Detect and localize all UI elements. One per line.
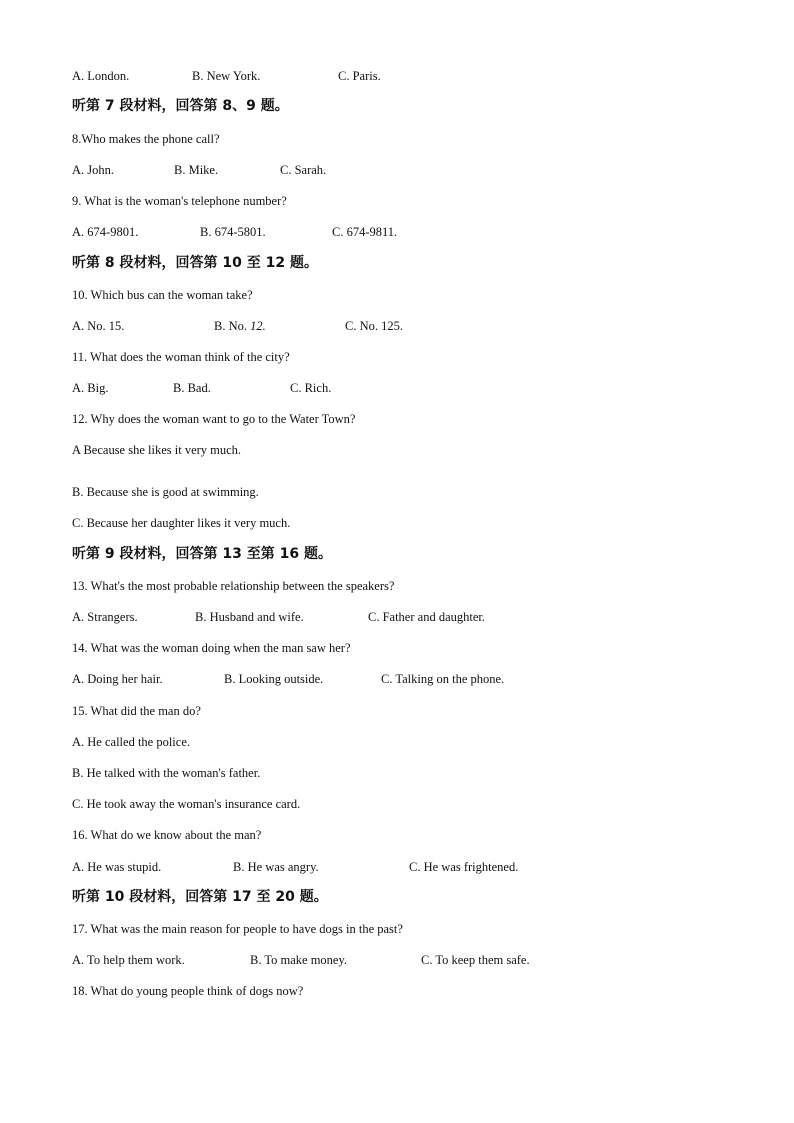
q10-option-c: C. No. 125. xyxy=(345,319,403,333)
q13-option-a: A. Strangers. xyxy=(72,610,138,624)
q10-option-a: A. No. 15. xyxy=(72,319,125,333)
q13-question: 13. What's the most probable relationship between the speakers? xyxy=(72,579,395,593)
q12-option-a: A Because she likes it very much. xyxy=(72,443,242,457)
q18-question: 18. What do young people think of dogs now? xyxy=(72,984,304,998)
q10-option-b-prefix: B. No. xyxy=(214,319,251,333)
q8-options xyxy=(72,162,722,178)
q15-option-b: B. He talked with the woman's father. xyxy=(72,766,261,780)
q7-options xyxy=(72,68,722,84)
q16-question: 16. What do we know about the man? xyxy=(72,828,262,842)
q14-option-b: B. Looking outside. xyxy=(224,672,324,686)
q10-option-b-number: 12. xyxy=(250,319,266,333)
section-7-heading: 听第 7 段材料，回答第 8、9 题。 xyxy=(72,98,289,114)
section-8-heading: 听第 8 段材料，回答第 10 至 12 题。 xyxy=(72,255,318,271)
q16-option-a: A. He was stupid. xyxy=(72,860,162,874)
q9-option-c: C. 674-9811. xyxy=(332,225,398,239)
q7-option-b: B. New York. xyxy=(192,69,261,83)
section-9-heading: 听第 9 段材料，回答第 13 至第 16 题。 xyxy=(72,546,332,562)
q15-question: 15. What did the man do? xyxy=(72,704,201,718)
q17-option-a: A. To help them work. xyxy=(72,953,185,967)
q9-options xyxy=(72,224,722,240)
q9-option-a: A. 674-9801. xyxy=(72,225,139,239)
q11-question: 11. What does the woman think of the city? xyxy=(72,350,290,364)
q11-option-b: B. Bad. xyxy=(173,381,211,395)
q10-options xyxy=(72,318,722,334)
q11-option-a: A. Big. xyxy=(72,381,109,395)
q7-option-a: A. London. xyxy=(72,69,130,83)
q9-question: 9. What is the woman's telephone number? xyxy=(72,194,287,208)
q17-option-b: B. To make money. xyxy=(250,953,348,967)
q8-question: 8.Who makes the phone call? xyxy=(72,132,220,146)
q17-option-c: C. To keep them safe. xyxy=(421,953,530,967)
q17-question: 17. What was the main reason for people to have dogs in the past? xyxy=(72,922,403,936)
q8-option-b: B. Mike. xyxy=(174,163,219,177)
q17-options xyxy=(72,952,722,968)
q10-question: 10. Which bus can the woman take? xyxy=(72,288,253,302)
q9-option-b: B. 674-5801. xyxy=(200,225,266,239)
q8-option-a: A. John. xyxy=(72,163,115,177)
q7-option-c: C. Paris. xyxy=(338,69,381,83)
q14-option-a: A. Doing her hair. xyxy=(72,672,163,686)
q12-option-c: C. Because her daughter likes it very much. xyxy=(72,516,291,530)
q16-option-c: C. He was frightened. xyxy=(409,860,519,874)
q8-option-c: C. Sarah. xyxy=(280,163,327,177)
q16-options xyxy=(72,859,722,875)
q14-question: 14. What was the woman doing when the man saw her? xyxy=(72,641,351,655)
q15-option-c: C. He took away the woman's insurance card. xyxy=(72,797,301,811)
section-10-heading: 听第 10 段材料，回答第 17 至 20 题。 xyxy=(72,889,328,905)
q14-options xyxy=(72,671,722,687)
q10-option-b xyxy=(214,318,266,334)
q11-options xyxy=(72,380,722,396)
q14-option-c: C. Talking on the phone. xyxy=(381,672,505,686)
q11-option-c: C. Rich. xyxy=(290,381,332,395)
q15-option-a: A. He called the police. xyxy=(72,735,191,749)
q12-question: 12. Why does the woman want to go to the Water Town? xyxy=(72,412,356,426)
q12-option-b: B. Because she is good at swimming. xyxy=(72,485,259,499)
q13-option-b: B. Husband and wife. xyxy=(195,610,304,624)
q13-options xyxy=(72,609,722,625)
q13-option-c: C. Father and daughter. xyxy=(368,610,485,624)
q16-option-b: B. He was angry. xyxy=(233,860,319,874)
